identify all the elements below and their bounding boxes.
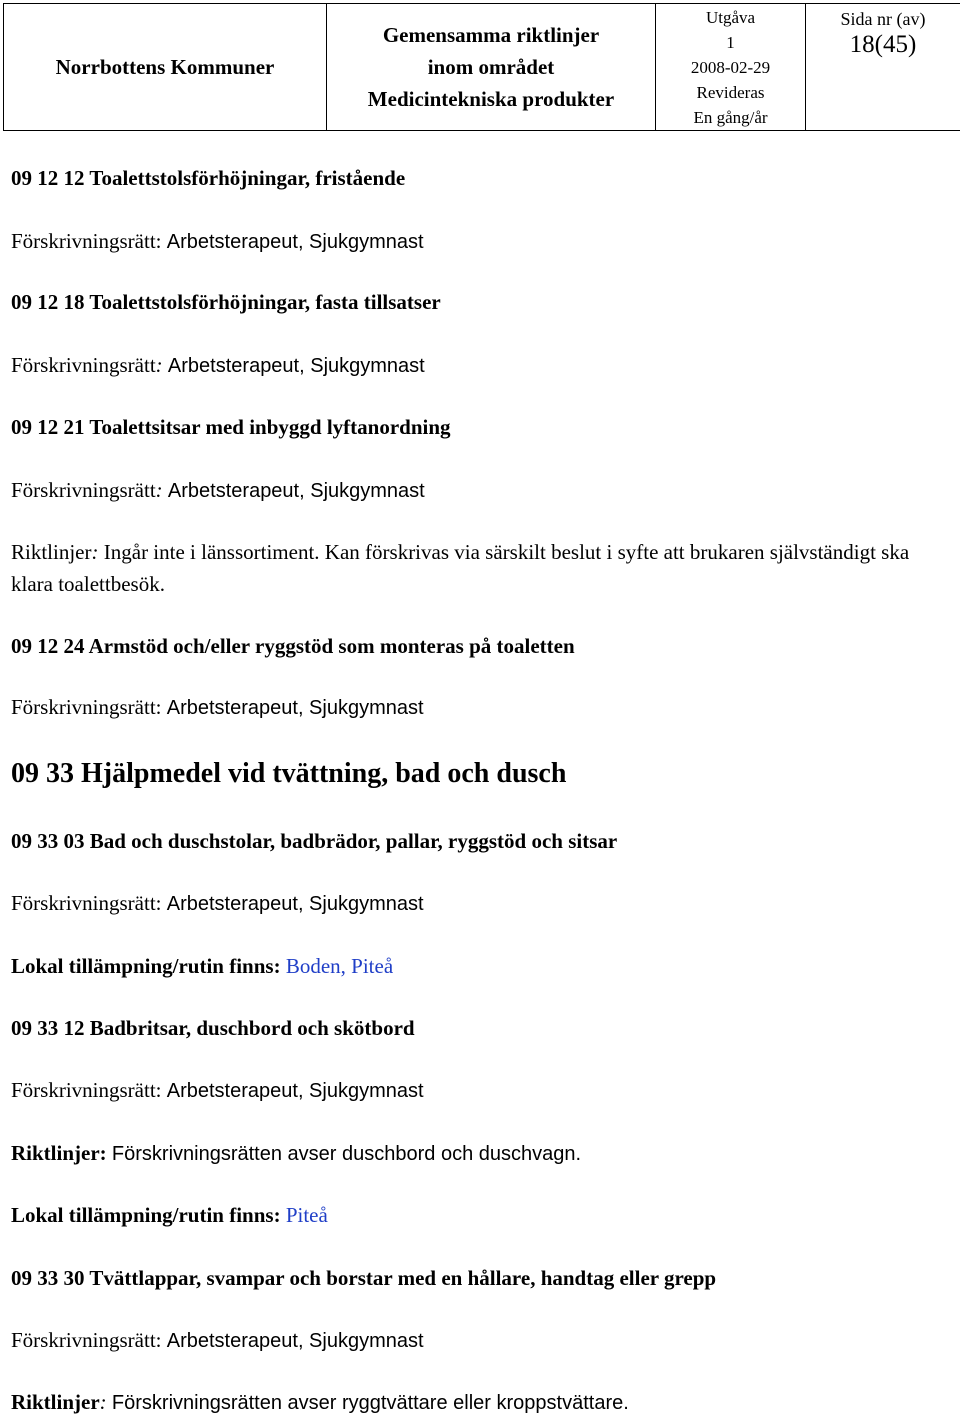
guidelines-line	[11, 1141, 581, 1166]
prescription-right-line	[11, 695, 424, 720]
iso-code-heading: 09 12 21 Toalettsitsar med inbyggd lyftanordning	[11, 415, 451, 439]
field-label: Lokal tillämpning/rutin finns:	[11, 954, 281, 978]
field-label: Förskrivningsrätt:	[11, 695, 162, 719]
iso-code-heading: 09 33 03 Bad och duschstolar, badbrädor, pallar, ryggstöd och sitsar	[11, 829, 618, 853]
revision-value: En gång/år	[693, 107, 768, 127]
field-colon: :	[91, 540, 99, 564]
document-title-line-1: Gemensamma riktlinjer	[382, 23, 600, 47]
field-value: Arbetsterapeut, Sjukgymnast	[166, 893, 424, 915]
prescription-right-line	[11, 891, 424, 916]
edition-label: Utgåva	[705, 7, 756, 27]
field-value: Arbetsterapeut, Sjukgymnast	[167, 480, 425, 502]
document-header	[3, 3, 960, 131]
iso-code-heading: 09 33 30 Tvättlappar, svampar och borstar med en hållare, handtag eller grepp	[11, 1266, 717, 1290]
field-label: Riktlinjer	[11, 540, 92, 564]
field-colon: :	[155, 353, 163, 377]
iso-code-heading: 09 12 18 Toalettstolsförhöjningar, fasta tillsatser	[11, 290, 441, 314]
field-value: Piteå	[285, 1203, 328, 1227]
field-value: Arbetsterapeut, Sjukgymnast	[167, 355, 425, 377]
document-title-line-3: Medicintekniska produkter	[367, 87, 615, 111]
field-value-continued: Kan förskrivas via särskilt beslut i syfte att brukaren självständigt ska klara toalettbesök.	[11, 540, 910, 596]
prescription-right-line	[11, 229, 424, 254]
field-label: Riktlinjer	[11, 1390, 100, 1414]
prescription-right-line	[11, 353, 425, 378]
page-number-label: Sida nr (av)	[840, 9, 926, 29]
local-routine-line	[11, 954, 393, 978]
field-value: Arbetsterapeut, Sjukgymnast	[166, 1080, 424, 1102]
edition-date: 2008-02-29	[690, 57, 771, 77]
field-value: Förskrivningsrätten avser duschbord och duschvagn.	[111, 1143, 582, 1165]
organization-name: Norrbottens Kommuner	[55, 54, 275, 79]
section-heading: 09 33 Hjälpmedel vid tvättning, bad och dusch	[11, 758, 567, 789]
field-value: Boden, Piteå	[285, 954, 394, 978]
prescription-right-line	[11, 1328, 424, 1353]
field-colon: :	[99, 1390, 107, 1414]
field-label: Riktlinjer:	[11, 1141, 107, 1165]
organization-cell	[4, 4, 327, 131]
prescription-right-line	[11, 478, 425, 503]
version-cell	[656, 4, 806, 131]
guidelines-paragraph	[11, 536, 946, 600]
field-label: Förskrivningsrätt	[11, 353, 156, 377]
document-title-line-2: inom området	[427, 55, 555, 79]
edition-value: 1	[726, 32, 735, 52]
field-value: Ingår inte i länssortiment.	[103, 540, 320, 564]
field-value: Arbetsterapeut, Sjukgymnast	[166, 697, 424, 719]
local-routine-line	[11, 1203, 328, 1227]
prescription-right-line	[11, 1078, 424, 1103]
field-label: Förskrivningsrätt	[11, 478, 156, 502]
field-value: Förskrivningsrätten avser ryggtvättare eller kroppstvättare.	[111, 1392, 629, 1414]
field-label: Förskrivningsrätt:	[11, 229, 162, 253]
field-value: Arbetsterapeut, Sjukgymnast	[166, 1330, 424, 1352]
iso-code-heading: 09 12 24 Armstöd och/eller ryggstöd som monteras på toaletten	[11, 634, 575, 658]
page-number: 18(45)	[849, 31, 917, 58]
field-label: Förskrivningsrätt:	[11, 891, 162, 915]
revision-label: Revideras	[696, 82, 765, 102]
title-cell	[327, 4, 656, 131]
iso-code-heading: 09 33 12 Badbritsar, duschbord och skötbord	[11, 1016, 415, 1040]
guidelines-line	[11, 1390, 629, 1415]
field-label: Förskrivningsrätt:	[11, 1078, 162, 1102]
page-number-cell	[806, 4, 960, 131]
field-label: Lokal tillämpning/rutin finns:	[11, 1203, 281, 1227]
field-value: Arbetsterapeut, Sjukgymnast	[166, 231, 424, 253]
iso-code-heading: 09 12 12 Toalettstolsförhöjningar, fristående	[11, 166, 406, 190]
field-label: Förskrivningsrätt:	[11, 1328, 162, 1352]
field-colon: :	[155, 478, 163, 502]
